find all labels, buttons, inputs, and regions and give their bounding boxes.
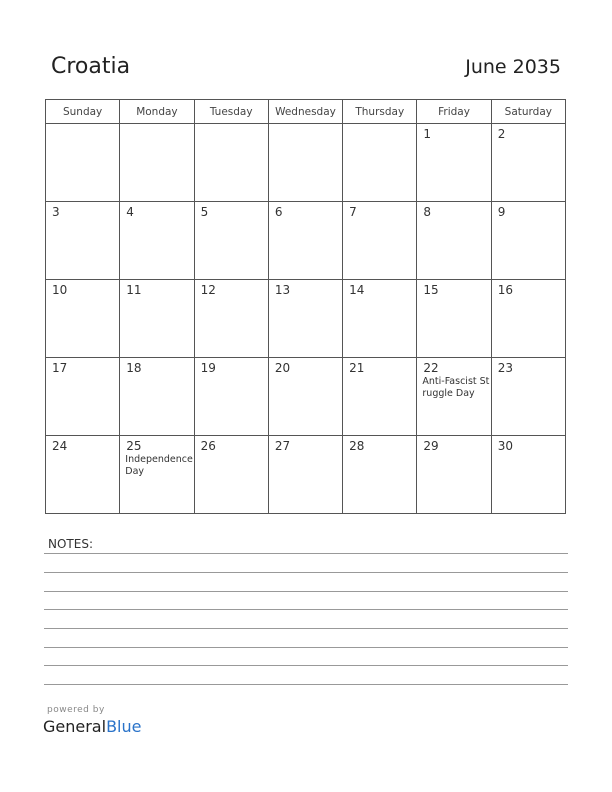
day-cell	[268, 436, 342, 514]
day-number: 13	[274, 283, 291, 297]
day-number: 25	[126, 439, 142, 453]
note-line	[44, 572, 568, 573]
powered-by-text: powered by	[47, 705, 105, 715]
day-number: 9	[497, 205, 506, 219]
day-cell	[46, 280, 120, 358]
day-cell	[343, 124, 417, 202]
day-cell	[194, 358, 268, 436]
day-cell	[491, 124, 565, 202]
day-number: 5	[200, 205, 209, 219]
day-cell	[46, 358, 120, 436]
weekday-monday: Monday	[120, 100, 194, 124]
day-cell	[417, 436, 491, 514]
week-row	[46, 280, 566, 358]
day-number: 28	[349, 439, 365, 453]
note-line	[44, 609, 568, 610]
day-number: 7	[349, 205, 357, 219]
day-cell	[343, 280, 417, 358]
note-line	[44, 647, 568, 648]
weekday-thursday: Thursday	[343, 100, 417, 124]
day-number: 24	[52, 439, 68, 453]
day-number: 30	[497, 439, 513, 453]
day-number: 14	[349, 283, 365, 297]
day-cell	[120, 124, 194, 202]
note-line	[44, 684, 568, 685]
day-number: 6	[274, 205, 283, 219]
week-row	[46, 124, 566, 202]
day-cell	[268, 124, 342, 202]
note-line	[44, 553, 568, 554]
day-cell	[46, 124, 120, 202]
notes-label: NOTES:	[48, 537, 93, 551]
day-cell	[491, 436, 565, 514]
day-number: 1	[423, 127, 432, 141]
day-cell	[343, 358, 417, 436]
day-cell	[268, 202, 342, 280]
day-cell	[491, 202, 565, 280]
day-number: 26	[200, 439, 216, 453]
calendar-grid	[45, 99, 566, 514]
day-cell	[417, 124, 491, 202]
day-number: 8	[423, 205, 432, 219]
day-cell	[194, 280, 268, 358]
month-year-title: June 2035	[465, 56, 561, 78]
week-row	[46, 436, 566, 514]
day-number: 16	[497, 283, 513, 297]
day-number	[343, 124, 416, 127]
day-number: 3	[52, 205, 60, 219]
note-line	[44, 665, 568, 666]
day-number: 23	[497, 361, 513, 375]
generalblue-logo	[43, 717, 141, 736]
day-cell	[491, 280, 565, 358]
holiday-label: Independence Day	[125, 454, 193, 477]
note-line	[44, 628, 568, 629]
country-title: Croatia	[51, 54, 131, 79]
day-cell	[343, 202, 417, 280]
day-cell	[343, 436, 417, 514]
weekday-sunday: Sunday	[46, 100, 120, 124]
day-number: 18	[126, 361, 142, 375]
day-cell	[491, 358, 565, 436]
day-number: 11	[126, 283, 142, 297]
day-number: 21	[349, 361, 365, 375]
day-number	[195, 124, 268, 127]
day-cell	[417, 280, 491, 358]
day-cell	[46, 436, 120, 514]
day-cell	[417, 202, 491, 280]
day-cell	[194, 436, 268, 514]
note-line	[44, 591, 568, 592]
day-cell	[268, 280, 342, 358]
day-cell	[194, 202, 268, 280]
day-cell	[417, 358, 491, 436]
weekday-tuesday: Tuesday	[194, 100, 268, 124]
day-cell	[120, 436, 194, 514]
week-row	[46, 358, 566, 436]
brand-general: General	[43, 717, 107, 736]
weekday-header-row	[46, 100, 566, 124]
day-number: 15	[423, 283, 439, 297]
day-number: 4	[126, 205, 134, 219]
day-cell	[194, 124, 268, 202]
day-number: 22	[423, 361, 439, 375]
day-number	[269, 124, 342, 127]
weekday-saturday: Saturday	[491, 100, 565, 124]
holiday-label: Anti-Fascist Struggle Day	[422, 376, 490, 399]
day-number: 20	[274, 361, 291, 375]
day-cell	[120, 358, 194, 436]
day-number: 2	[497, 127, 506, 141]
day-number	[46, 124, 119, 127]
day-number: 17	[52, 361, 68, 375]
day-number: 10	[52, 283, 68, 297]
week-row	[46, 202, 566, 280]
day-cell	[120, 202, 194, 280]
day-cell	[46, 202, 120, 280]
weekday-wednesday: Wednesday	[268, 100, 342, 124]
day-cell	[120, 280, 194, 358]
day-cell	[268, 358, 342, 436]
weekday-friday: Friday	[417, 100, 491, 124]
brand-blue: Blue	[106, 717, 142, 736]
day-number: 29	[423, 439, 439, 453]
day-number: 12	[200, 283, 216, 297]
day-number: 19	[200, 361, 216, 375]
day-number	[120, 124, 193, 127]
day-number: 27	[274, 439, 291, 453]
